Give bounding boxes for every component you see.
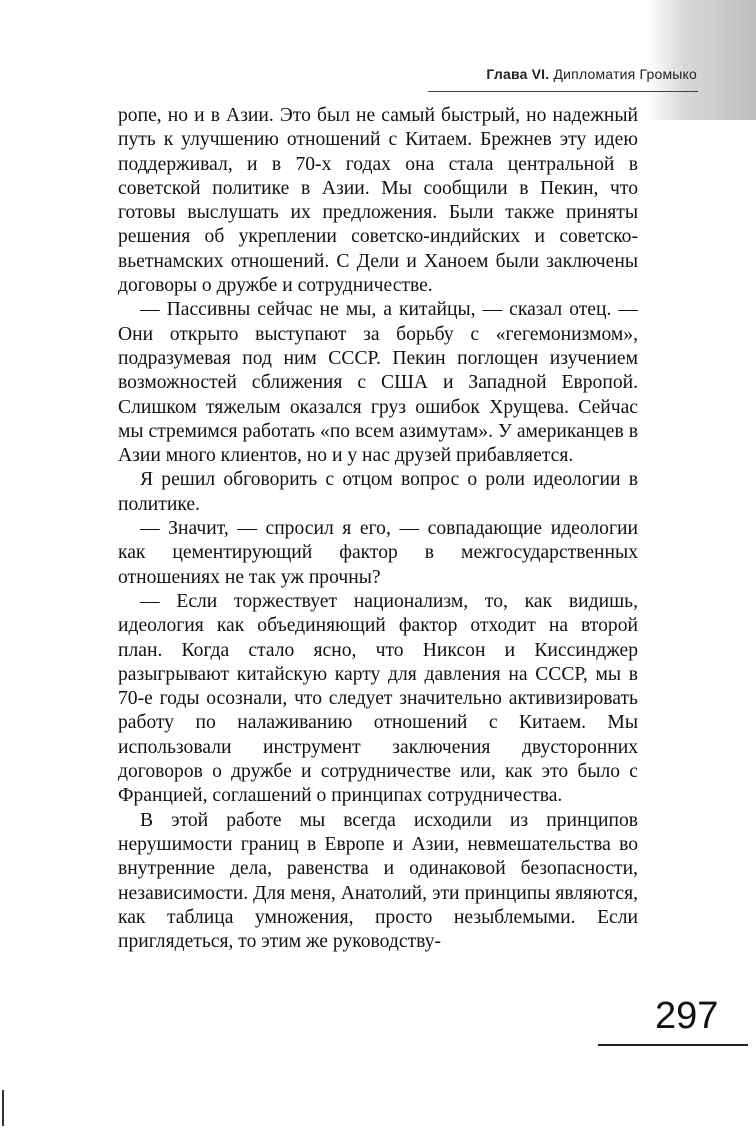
paragraph: В этой работе мы всегда исходили из принципов нерушимости границ в Европе и Азии, невмешательства во внутренние дела, равенства и одинаковой безопасности, независимости. Для меня, Анатолий, эти принципы являются, как таблица умножения, просто незыблемыми. Если приглядеться, то этим же руководству- [118, 809, 638, 953]
paragraph: — Если торжествует национализм, то, как видишь, идеология как объединяющий фактор отходит на второй план. Когда стало ясно, что Никсон и Киссинджер разыгрывают китайскую карту для давления на СССР, мы в 70-е годы осознали, что следует значительно активизировать работу по налаживанию отношений с Китаем. Мы использовали инструмент заключения двусторонних договоров о дружбе и сотрудничестве или, как это было с Францией, соглашений о принципах сотрудничества. [118, 590, 638, 807]
paragraph: — Пассивны сейчас не мы, а китайцы, — сказал отец. — Они открыто выступают за борьбу с «гегемонизмом», подразумевая под ним СССР. Пекин поглощен изучением возможностей сближения с США и Западной Европой. Слишком тяжелым оказался груз ошибок Хрущева. Сейчас мы стремимся работать «по всем азимутам». У американцев в Азии много клиентов, но и у нас друзей прибавляется. [118, 299, 638, 467]
chapter-label: Глава VI [486, 66, 546, 82]
scan-corner-shading [646, 0, 756, 120]
paragraph: Я решил обговорить с отцом вопрос о роли идеологии в политике. [118, 469, 638, 515]
body-text [118, 104, 638, 954]
chapter-title: Дипломатия Громыко [553, 66, 697, 82]
header-rule [428, 91, 698, 92]
running-header [0, 66, 697, 82]
paragraph: ропе, но и в Азии. Это был не самый быстрый, но надежный путь к улучшению отношений с Китаем. Брежнев эту идею поддерживал, и в 70-х годах она стала центральной в советской политике в Азии. Мы сообщили в Пекин, что готовы выслушать их предложения. Были также приняты решения об укреплении советско-индийских и советско-вьетнамских отношений. С Дели и Ханоем были заключены договоры о дружбе и сотрудничестве. [118, 105, 638, 297]
binding-mark [2, 1090, 4, 1126]
paragraph: — Значит, — спросил я его, — совпадающие идеологии как цементирующий фактор в межгосударственных отношениях не так уж прочны? [118, 518, 638, 588]
page-number: 297 [655, 995, 719, 1037]
page-number-rule [598, 1044, 748, 1046]
chapter-separator: . [545, 66, 550, 82]
